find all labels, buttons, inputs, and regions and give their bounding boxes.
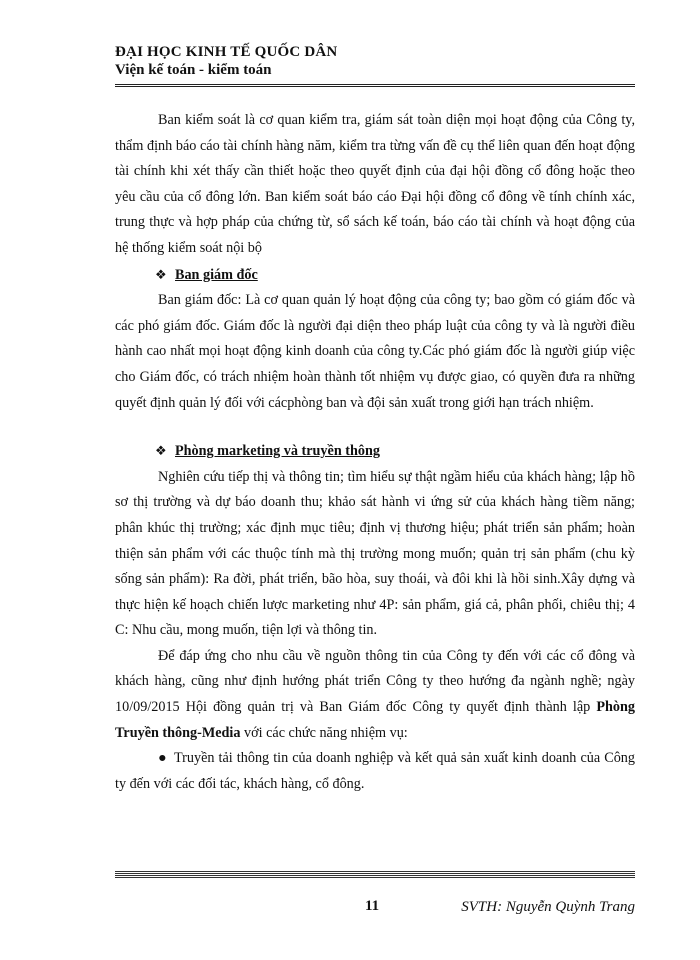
footer-rule-2	[115, 873, 635, 874]
student-author: SVTH: Nguyễn Quỳnh Trang	[461, 899, 635, 915]
section-heading-marketing: ❖ Phòng marketing và truyền thông	[115, 438, 635, 465]
institute-subtitle: Viện kế toán - kiểm toán	[115, 62, 272, 78]
paragraph-marketing: Nghiên cứu tiếp thị và thông tin; tìm hiểu sự thật ngầm hiểu của khách hàng; lập hồ sơ thị trường và dự báo doanh thu; khảo sát hành vi ứng sử của khách hàng tiềm năng; phân khúc thị trường; xác định mục tiêu; định vị thương hiệu; phát triển sản phẩm; hoàn thiện sản phẩm với các thuộc tính mà thị trường mong muốn; quản trị sản phẩm (chu kỳ sống sản phẩm): Ra đời, phát triển, bão hòa, suy thoái, và đôi khi là hồi sinh.Xây dựng và thực hiện kế hoạch chiến lược marketing như 4P: sản phẩm, giá cả, phân phối, chiêu thị; 4 C: Nhu cầu, mong muốn, tiện lợi và thông tin.	[115, 468, 635, 639]
footer-rule	[115, 871, 635, 872]
paragraph-ban-kiem-soat: Ban kiểm soát là cơ quan kiểm tra, giám sát toàn diện mọi hoạt động của Công ty, thẩm định báo cáo tài chính hàng năm, kiểm tra từng vấn đề cụ thể liên quan đến hoạt động tài chính khi xét thấy cần thiết hoặc theo quyết định của đại hội đồng cổ đông hoặc theo yêu cầu của cổ đông lớn. Ban kiểm soát báo cáo Đại hội đồng cổ đông về tính chính xác, trung thực và hợp pháp của chứng từ, sổ sách kế toán, báo cáo tài chính và hoạt động của hệ thống kiểm soát nội bộ	[115, 112, 635, 256]
diamond-bullet-icon: ❖	[155, 266, 167, 282]
header-rule-2	[115, 86, 635, 87]
diamond-bullet-icon: ❖	[155, 443, 167, 459]
university-title: ĐẠI HỌC KINH TẾ QUỐC DÂN	[115, 44, 338, 60]
section-heading-ban-giam-doc: ❖ Ban giám đốc	[115, 262, 635, 289]
page-number: 11	[365, 898, 380, 914]
bullet-dot-icon: ●	[158, 750, 167, 767]
header-rule	[115, 84, 635, 85]
footer-rule-3	[115, 875, 635, 876]
document-body	[115, 108, 635, 797]
bullet-item: ● Truyền tải thông tin của doanh nghiệp và kết quả sản xuất kinh doanh của Công ty đến với các đối tác, khách hàng, cổ đông.	[115, 746, 635, 797]
paragraph-media: Để đáp ứng cho nhu cầu về nguồn thông tin của Công ty đến với các cổ đông và khách hàng, cũng như định hướng phát triển Công ty theo hướng đa ngành nghề; ngày 10/09/2015 Hội đồng quản trị và Ban Giám đốc Công ty quyết định thành lập Phòng Truyền thông-Media với các chức năng nhiệm vụ:	[115, 647, 635, 741]
footer-rule-4	[115, 877, 635, 878]
paragraph-ban-giam-doc: Ban giám đốc: Là cơ quan quản lý hoạt động của công ty; bao gồm có giám đốc và các phó giám đốc. Giám đốc là người đại diện theo pháp luật của công ty và là người điều hành cao nhất mọi hoạt động kinh doanh của công ty.Các phó giám đốc là người giúp việc cho Giám đốc, có trách nhiệm hoàn thành tốt nhiệm vụ được giao, có quyền đưa ra những quyết định quản lý đối với cácphòng ban và đội sản xuất trong giới hạn trách nhiệm.	[115, 292, 635, 411]
media-department-name: Phòng Truyền thông-Media	[115, 699, 635, 741]
